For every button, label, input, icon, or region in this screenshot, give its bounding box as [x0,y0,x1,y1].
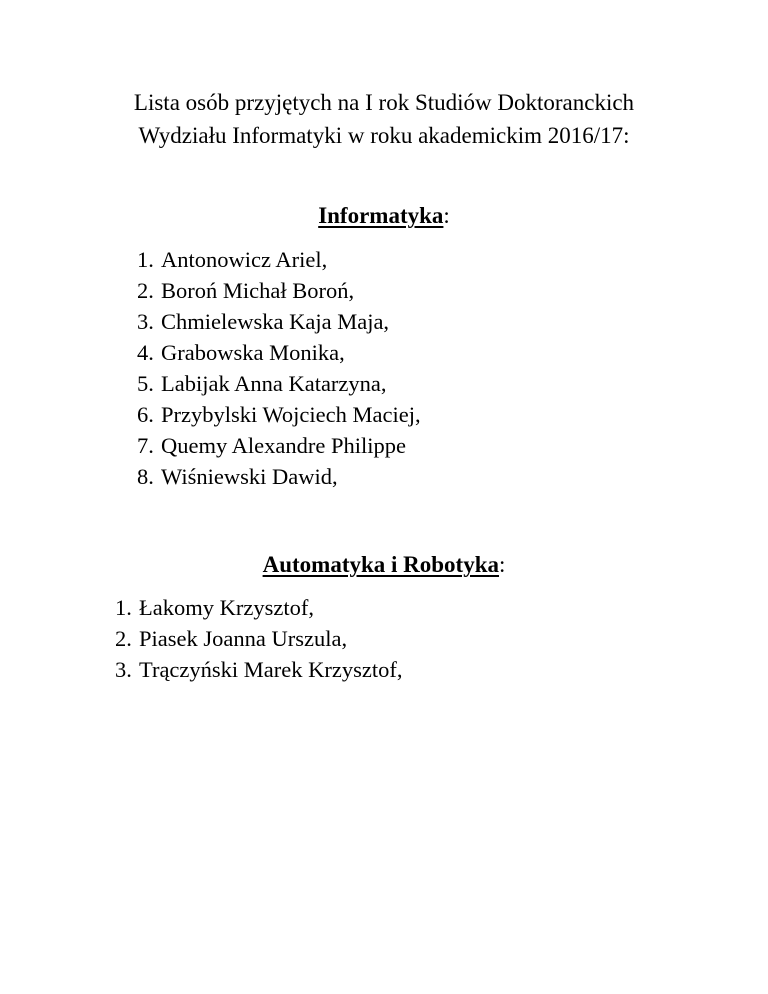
section-heading-informatyka [0,201,768,231]
section-heading-label: Automatyka i Robotyka [262,552,500,577]
item-name: Wiśniewski Dawid, [161,464,338,489]
list-item [115,654,402,685]
section-heading-automatyka [0,550,768,580]
item-number: 7. [137,433,154,458]
list-item [115,592,402,623]
item-name: Łakomy Krzysztof, [139,595,314,620]
title-line: Lista osób przyjętych na I rok Studiów Doktoranckich [133,90,635,115]
list-item [137,430,421,461]
item-number: 8. [137,464,154,489]
item-number: 4. [137,340,154,365]
list-item [137,368,421,399]
list-item [137,461,421,492]
item-name: Labijak Anna Katarzyna, [161,371,387,396]
item-number: 5. [137,371,154,396]
item-number: 6. [137,402,154,427]
section-heading-suffix: : [443,203,450,228]
list-item [137,306,421,337]
item-number: 3. [115,657,132,682]
item-number: 1. [115,595,132,620]
list-item [137,337,421,368]
list-automatyka [115,592,402,685]
document-title [0,86,768,152]
list-item [137,399,421,430]
item-name: Piasek Joanna Urszula, [139,626,348,651]
item-name: Antonowicz Ariel, [161,247,328,272]
section-heading-label: Informatyka [318,203,444,228]
item-number: 3. [137,309,154,334]
item-name: Chmielewska Kaja Maja, [161,309,390,334]
item-number: 2. [137,278,154,303]
item-number: 2. [115,626,132,651]
section-heading-suffix: : [499,552,506,577]
list-informatyka [137,244,421,492]
item-name: Grabowska Monika, [161,340,345,365]
list-item [137,244,421,275]
list-item [115,623,402,654]
list-item [137,275,421,306]
item-number: 1. [137,247,154,272]
title-line: Wydziału Informatyki w roku akademickim 2016/17: [138,123,630,148]
item-name: Przybylski Wojciech Maciej, [161,402,421,427]
item-name: Quemy Alexandre Philippe [161,433,406,458]
item-name: Boroń Michał Boroń, [161,278,355,303]
item-name: Trączyński Marek Krzysztof, [139,657,403,682]
